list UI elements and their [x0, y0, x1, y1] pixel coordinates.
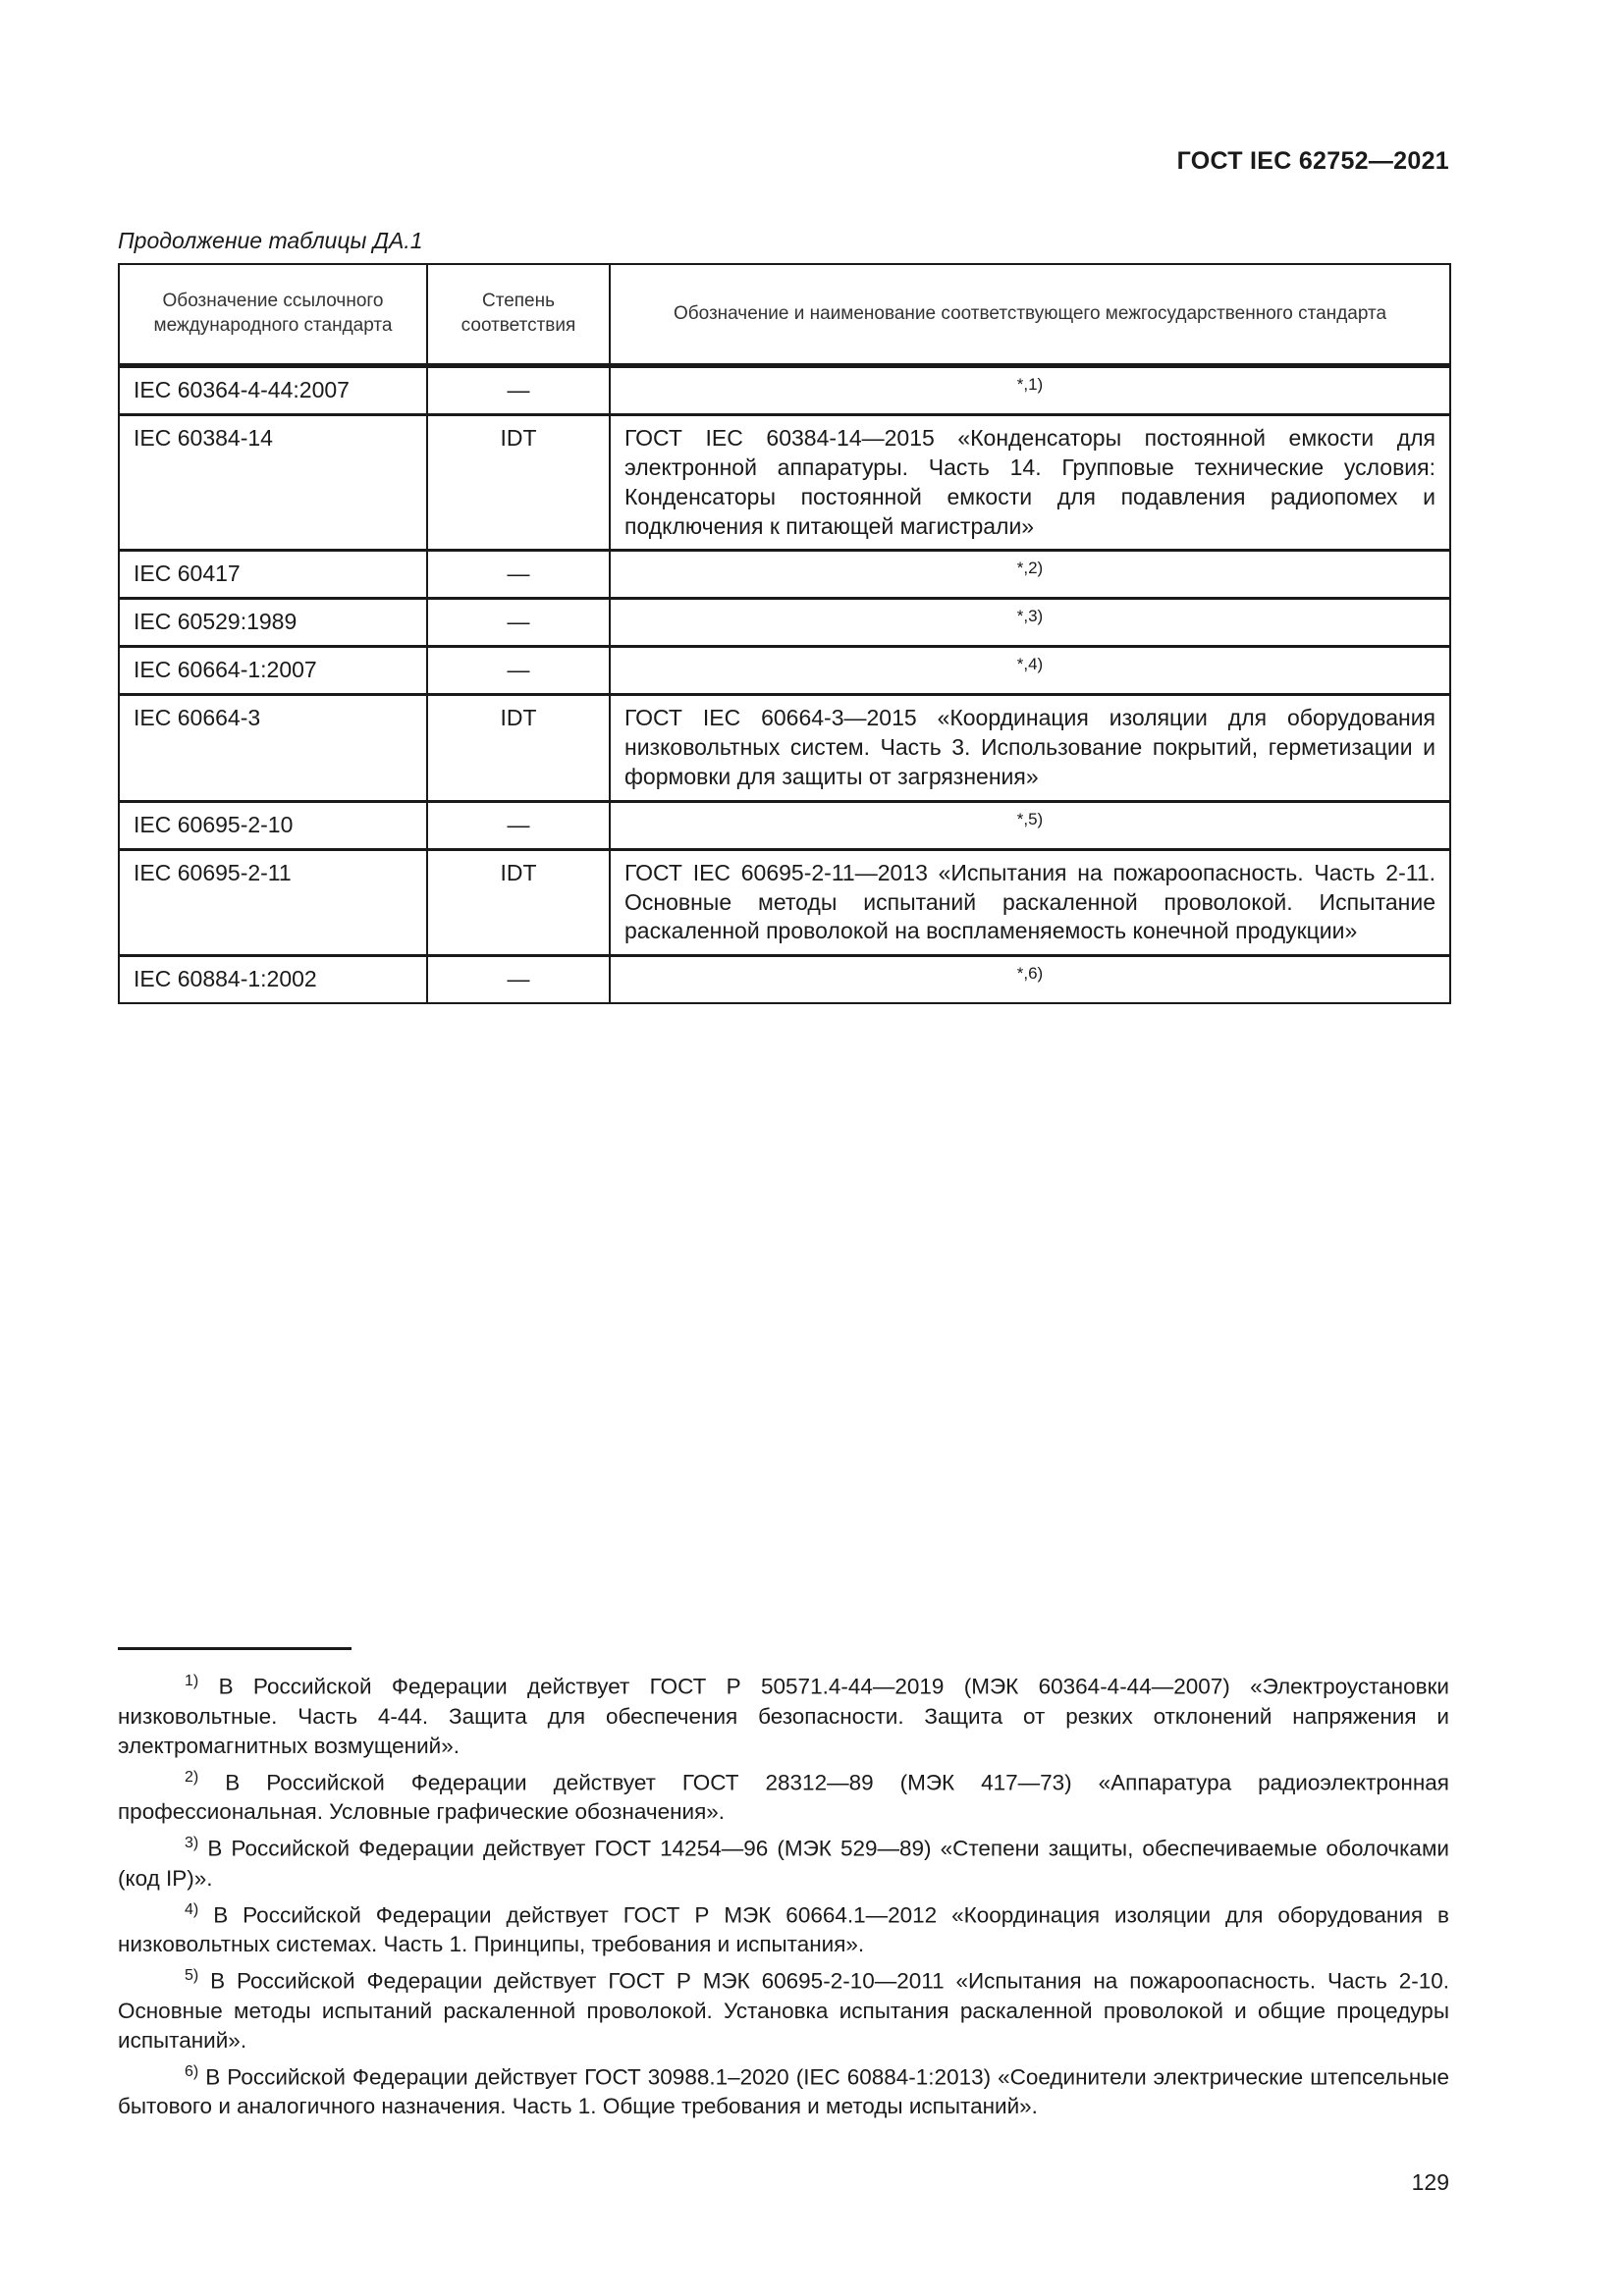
cell-degree: IDT — [427, 414, 610, 551]
cell-degree: — — [427, 551, 610, 599]
footnote — [118, 2057, 1449, 2122]
cell-degree: — — [427, 956, 610, 1003]
cell-name: *,6) — [610, 956, 1450, 1003]
document-header: ГОСТ IEC 62752—2021 — [1176, 147, 1449, 175]
footnote — [118, 1896, 1449, 1960]
table-row — [119, 551, 1450, 599]
footnote-text: В Российской Федерации действует ГОСТ 30988.1–2020 (IEC 60884-1:2013) «Соединители электрические штепсельные бытового и аналогичного назначения. Часть 1. Общие требования и методы испытаний». — [118, 2064, 1449, 2118]
page-number: 129 — [1411, 2169, 1449, 2195]
cell-degree: — — [427, 366, 610, 415]
cell-ref: IEC 60417 — [119, 551, 427, 599]
cell-ref: IEC 60664-3 — [119, 695, 427, 802]
footnote — [118, 1667, 1449, 1761]
cell-degree: IDT — [427, 849, 610, 956]
cell-name: ГОСТ IEC 60384-14—2015 «Конденсаторы постоянной емкости для электронной аппаратуры. Часть 14. Групповые технические условия: Конденсаторы постоянной емкости для подавления радиопомех и подключения к питающей магистрали» — [610, 414, 1450, 551]
cell-name: *,5) — [610, 801, 1450, 849]
cell-degree: — — [427, 599, 610, 647]
cell-ref: IEC 60695-2-10 — [119, 801, 427, 849]
footnote-separator — [118, 1647, 352, 1650]
cell-ref: IEC 60695-2-11 — [119, 849, 427, 956]
footnote — [118, 1961, 1449, 2056]
cell-name: ГОСТ IEC 60664-3—2015 «Координация изоляции для оборудования низковольтных систем. Часть 3. Использование покрытий, герметизации и формовки для защиты от загрязнения» — [610, 695, 1450, 802]
cell-name: *,4) — [610, 647, 1450, 695]
table-row — [119, 956, 1450, 1003]
cell-name: *,1) — [610, 366, 1450, 415]
footnote — [118, 1829, 1449, 1894]
footnote-mark: 1) — [185, 1673, 199, 1689]
footnote-mark: 4) — [185, 1900, 199, 1918]
table-row — [119, 599, 1450, 647]
footnote-mark: 6) — [185, 2062, 199, 2080]
cell-ref: IEC 60364-4-44:2007 — [119, 366, 427, 415]
cell-name: *,3) — [610, 599, 1450, 647]
table-header-row — [119, 264, 1450, 366]
table-row — [119, 647, 1450, 695]
column-header-ref: Обозначение ссылочного международного стандарта — [119, 264, 427, 366]
cell-name: *,2) — [610, 551, 1450, 599]
table-row — [119, 695, 1450, 802]
footnote — [118, 1763, 1449, 1828]
column-header-name: Обозначение и наименование соответствующего межгосударственного стандарта — [610, 264, 1450, 366]
column-header-degree: Степень соответствия — [427, 264, 610, 366]
cell-ref: IEC 60884-1:2002 — [119, 956, 427, 1003]
footnote-mark: 5) — [185, 1967, 199, 1984]
footnote-text: В Российской Федерации действует ГОСТ Р МЭК 60695-2-10—2011 «Испытания на пожароопасность. Часть 2-10. Основные методы испытаний раскаленной проволокой. Установка испытания раскаленной проволокой и общие процедуры испытаний». — [118, 1968, 1449, 2053]
footnote-text: В Российской Федерации действует ГОСТ 28312—89 (МЭК 417—73) «Аппаратура радиоэлектронная профессиональная. Условные графические обозначения». — [118, 1770, 1449, 1824]
cell-ref: IEC 60664-1:2007 — [119, 647, 427, 695]
cell-name: ГОСТ IEC 60695-2-11—2013 «Испытания на пожароопасность. Часть 2-11. Основные методы испытаний раскаленной проволокой. Испытание раскаленной проволокой на воспламеняемость конечной продукции» — [610, 849, 1450, 956]
footnote-text: В Российской Федерации действует ГОСТ Р МЭК 60664.1—2012 «Координация изоляции для оборудования в низковольтных системах. Часть 1. Принципы, требования и испытания». — [118, 1902, 1449, 1956]
cell-degree: — — [427, 801, 610, 849]
footnote-mark: 2) — [185, 1768, 199, 1786]
cell-degree: — — [427, 647, 610, 695]
table-row — [119, 414, 1450, 551]
table-row — [119, 849, 1450, 956]
standards-table — [118, 263, 1451, 1004]
footnote-text: В Российской Федерации действует ГОСТ 14254—96 (МЭК 529—89) «Степени защиты, обеспечиваемые оболочками (код IP)». — [118, 1836, 1449, 1891]
table-caption: Продолжение таблицы ДА.1 — [118, 228, 423, 253]
table-row — [119, 801, 1450, 849]
footnote-text: В Российской Федерации действует ГОСТ Р 50571.4-44—2019 (МЭК 60364-4-44—2007) «Электроустановки низковольтные. Часть 4-44. Защита для обеспечения безопасности. Защита от резких отклонений напряжения и электромагнитных возмущений». — [118, 1674, 1449, 1758]
footnotes — [118, 1667, 1449, 2123]
table-row — [119, 366, 1450, 415]
cell-ref: IEC 60384-14 — [119, 414, 427, 551]
cell-degree: IDT — [427, 695, 610, 802]
footnote-mark: 3) — [185, 1835, 199, 1851]
cell-ref: IEC 60529:1989 — [119, 599, 427, 647]
